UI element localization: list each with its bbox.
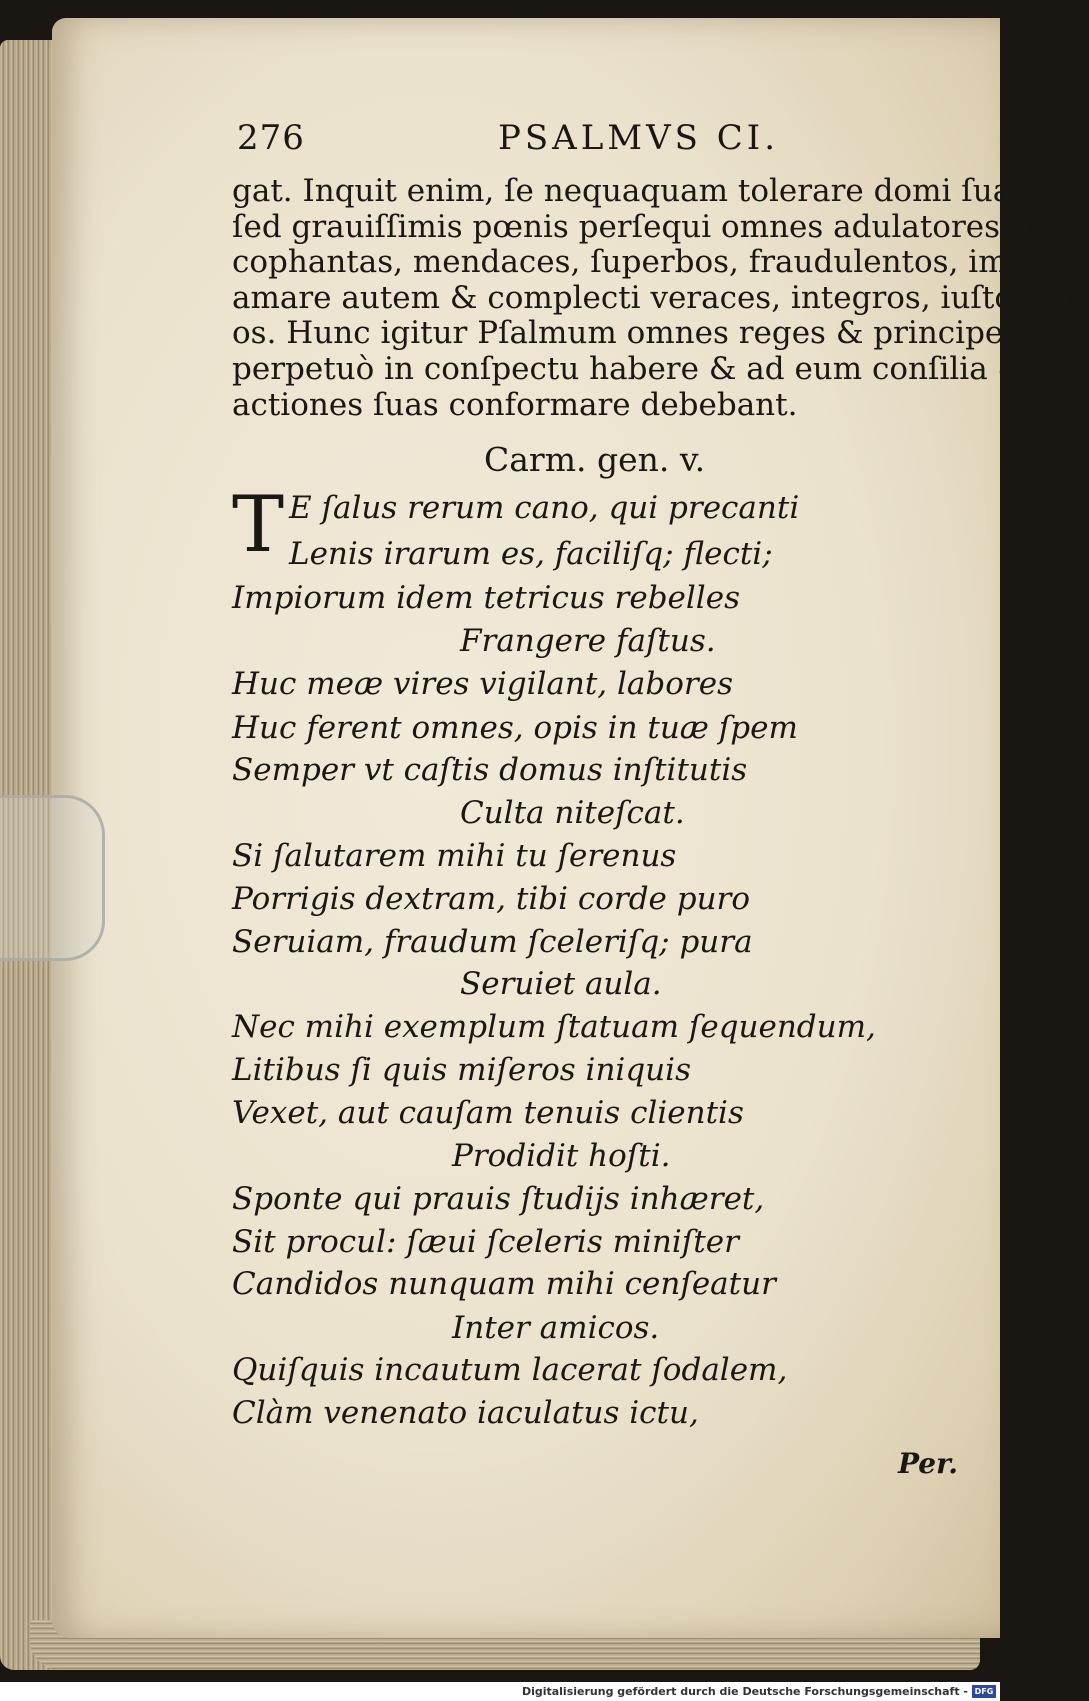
prose-line: perpetuò in conſpectu habere & ad eum conſilia & xyxy=(232,351,1026,387)
verse-line: Clàm venenato iaculatus ictu, xyxy=(232,1395,699,1431)
verse-line: Porrigis dextram, tibi corde puro xyxy=(232,881,751,917)
verse-line: Semper vt caſtis domus inſtitutis xyxy=(232,752,748,788)
prose-line: actiones ſuas conformare debebant. xyxy=(232,387,798,423)
funding-credit: Digitalisierung gefördert durch die Deutsche Forschungsgemeinschaft - xyxy=(521,1685,968,1698)
verse-line: Seruiam, fraudum ſceleriſq; pura xyxy=(232,924,753,960)
verse-line: Lenis irarum es, faciliſq; flecti; xyxy=(289,536,773,572)
prose-line: amare autem & complecti veraces, integros, iuſtos, pi- xyxy=(232,280,1089,316)
verse-line: Sponte qui prauis ſtudijs inhæret, xyxy=(232,1181,765,1217)
running-title: PSALMVS CI. xyxy=(498,118,780,158)
dfg-logo: DFG xyxy=(972,1685,996,1698)
verse-line: Inter amicos. xyxy=(452,1310,660,1346)
verse-line: Huc ferent omnes, opis in tuæ ſpem xyxy=(232,710,798,746)
prose-line: gat. Inquit enim, ſe nequaquam tolerare domi ſuæ, xyxy=(232,173,1032,209)
page-number: 276 xyxy=(237,118,305,158)
prose-line: os. Hunc igitur Pſalmum omnes reges & principes xyxy=(232,315,1020,351)
verse-line: Prodidit hoſti. xyxy=(452,1138,671,1174)
dropcap-initial: T xyxy=(232,480,285,570)
verse-line: Candidos nunquam mihi cenſeatur xyxy=(232,1266,776,1302)
verse-line: Huc meæ vires vigilant, labores xyxy=(232,666,733,702)
verse-line: Si ſalutarem mihi tu ſerenus xyxy=(232,838,677,874)
verse-line: Seruiet aula. xyxy=(460,966,662,1002)
prose-line: ſed grauiſſimis pœnis perſequi omnes adulatores, ſy- xyxy=(232,209,1060,245)
verse-line: Frangere faſtus. xyxy=(460,623,716,659)
catchword: Per. xyxy=(898,1447,959,1480)
digitization-footer xyxy=(0,1682,1000,1701)
verse-line: Sit procul: ſæui ſceleris miniſter xyxy=(232,1224,739,1260)
verse-line: Culta niteſcat. xyxy=(460,795,685,831)
verse-line: Litibus ſi quis miſeros iniquis xyxy=(232,1052,691,1088)
section-heading: Carm. gen. v. xyxy=(484,440,706,479)
prose-line: cophantas, mendaces, ſuperbos, fraudulentos, impios: xyxy=(232,244,1083,280)
verse-line: Impiorum idem tetricus rebelles xyxy=(232,580,740,616)
verse-line: Quiſquis incautum lacerat ſodalem, xyxy=(232,1352,788,1388)
verse-line: E ſalus rerum cano, qui precanti xyxy=(289,490,800,526)
verse-line: Vexet, aut cauſam tenuis clientis xyxy=(232,1095,744,1131)
verse-line: Nec mihi exemplum ſtatuam ſequendum, xyxy=(232,1009,876,1045)
